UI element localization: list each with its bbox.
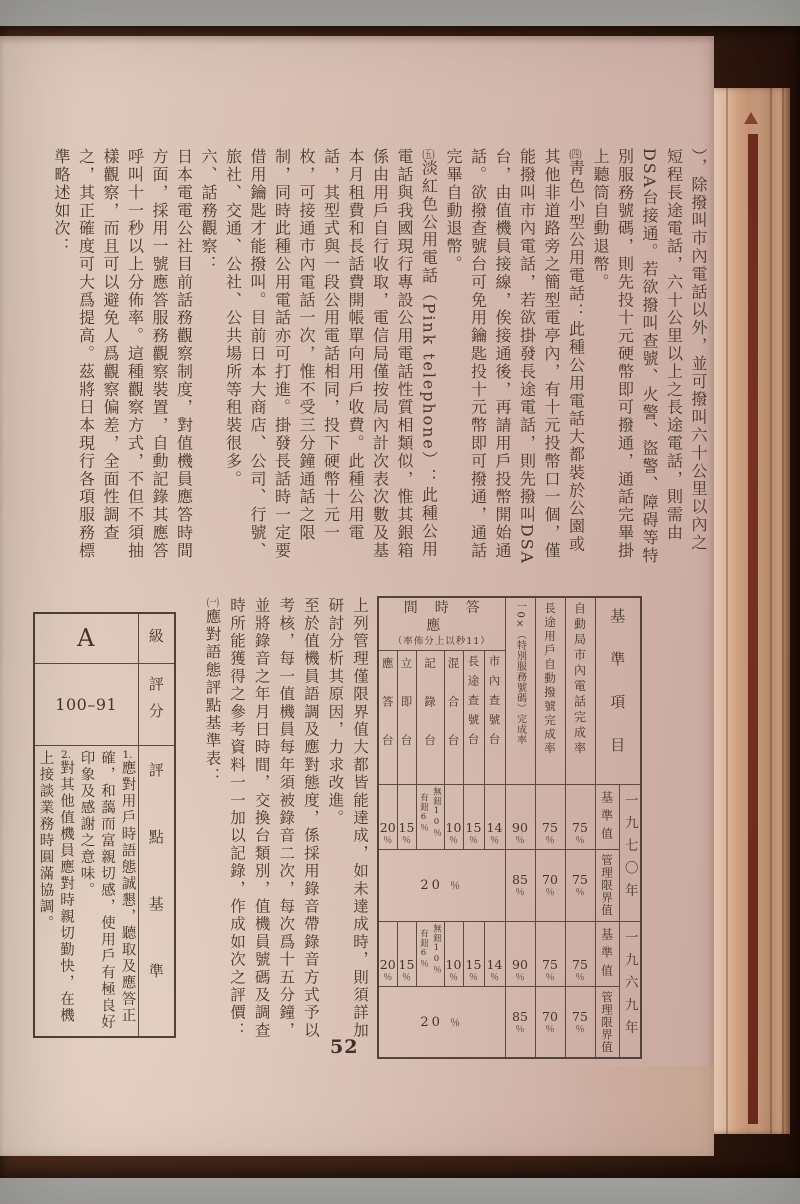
subheader-record-desk: 記錄台 [416,650,444,784]
item-marker: (五) [422,148,435,160]
item-number: 1. [122,749,133,760]
mid-text-section [170,597,372,1045]
paragraph-item-5 [220,148,441,568]
criteria-item: 1.應對用戶時語態誠懇，聽取及應答正確，和藹而富親切感，使用戶有極良好印象及感謝之意味。 [78,749,136,1030]
year-1970: 一九七〇年 [619,785,641,922]
column-header-local-calls: 自動局市內電話完成率 [565,597,595,785]
column-header-special-service: 一0×（特別服務號碼）完成率 [505,597,535,785]
paragraph-item-1 [200,597,225,1045]
value-cell: 75 ％ [565,986,595,1058]
paragraph-text: 至於值機員語調及應對態度，係採用錄音帶錄音方式予以考核，每一值機員每年須被錄音二次，每次爲十五分鐘，並將錄音之年月日時間，交換台類別，值機員號碼及調查時所能獲得之參考資料一一加以記錄，作成如次之評價： [228,597,320,1040]
answer-time-subtitle: （率佈分上以秒11） [392,636,491,648]
score-header-cell: 評分 [138,663,175,745]
fore-edge-red-mark [744,112,758,124]
value-cell: 15 ％ [397,785,416,850]
value-cell: 15 ％ [397,921,416,986]
score-value-cell: 100–91 [34,663,138,745]
without-button-value: 無鈕10％ [431,787,442,838]
page-number: 52 [330,1036,359,1058]
page-edge-line [726,88,728,1134]
row-label-management-limit: 管理限界值 [595,850,619,922]
value-cell: 20 ％ [378,921,397,986]
value-cell: 75 ％ [535,785,565,850]
paragraph-item-4 [441,148,588,568]
value-cell: 75 ％ [565,785,595,850]
value-cell-record-desk [416,921,444,986]
subheader-answer-desk: 應答台 [378,650,397,784]
value-cell: 20 ％ [378,785,397,850]
year-1969: 一九六九年 [619,921,641,1058]
merged-limit-value: 20 ％ [378,986,505,1058]
column-header-standard-item: 基準項目 [595,597,641,785]
value-cell: 75 ％ [535,921,565,986]
criteria-item: 2.對其他值機員應對時親切勤快，在機上接談業務時圓滿協調。 [37,749,74,1024]
value-cell: 10 ％ [444,921,463,986]
item-marker: (一) [206,597,220,609]
paragraph-text: 日本電電公社目前話務觀察制度，對值機員應答時間方面，採用一號應答服務觀察裝置，自動記錄其應答呼叫十一秒以上分佈率。這種觀察方式，不但不須抽樣觀察，而且可以避免人爲觀察偏差，全面性調查之，其正確度可大爲提高。茲將日本現行各項服務標準略述如次： [52,148,194,560]
value-cell: 75 ％ [565,850,595,922]
value-cell: 14 ％ [484,921,505,986]
value-cell-record-desk [416,785,444,850]
subheader-mixed-desk: 混合台 [444,650,463,784]
subheader-local-directory-desk: 市內查號台 [484,650,505,784]
value-cell: 90 ％ [505,785,535,850]
with-button-value: 有鈕6％ [418,792,429,832]
grading-criteria-table [33,612,176,1038]
without-button-value: 無鈕10％ [431,923,442,974]
value-cell: 15 ％ [463,921,484,986]
grade-value-cell: A [34,613,138,663]
answer-time-group-header [378,597,505,650]
paragraph-text: 靑色小型公用電話：此種公用電話大都裝於公園或其他非道路旁之簡型電亭內，有十元投幣口一個，僅能撥叫市內電話，若欲掛發長途電話，則先撥叫DSA台，由值機員接線，俟接通後，再請用戶投幣開始通話。欲撥查號台可免用鑰匙投十元幣即可撥通，通話完畢自動退幣。 [444,148,586,565]
criteria-header-cell: 評點基準 [138,745,175,1037]
item-marker: (四) [569,148,582,160]
value-cell: 70 ％ [535,986,565,1058]
fore-edge-red-stripe [748,134,758,1124]
answer-time-title: 間時答應 [403,600,497,635]
row-label-standard-value: 基準值 [595,785,619,850]
paragraph-text: 上列管理僅限界值大都皆能達成，如未達成時，則須詳加研討分析其原因，力求改進。 [326,597,369,1040]
merged-limit-value: 20 ％ [378,850,505,922]
criteria-content-cell [34,745,138,1037]
value-cell: 85 ％ [505,850,535,922]
row-label-management-limit: 管理限界值 [595,986,619,1058]
value-cell: 10 ％ [444,785,463,850]
paragraph-text: 應對語態評點基準表： [203,608,222,786]
value-cell: 14 ％ [484,785,505,850]
value-cell: 75 ％ [565,921,595,986]
service-standards-table [377,596,642,1059]
book-page [0,36,714,1156]
row-label-standard-value: 基準值 [595,921,619,986]
page-edge-line [782,88,784,1134]
subheader-immediate-desk: 立即台 [397,650,416,784]
value-cell: 85 ％ [505,986,535,1058]
paragraph-text: ），除撥叫市內電話以外，並可撥叫六十公里以內之短程長途電話，六十公里以上之長途電話，則需由DSA台接通。若欲撥叫查號、火警、盜警、障碍等特別服務號碼，則先投十元硬幣即可撥通，通話完畢掛上聽筒自動退幣。 [591,148,708,565]
item-number: 2. [61,749,71,760]
page-edge-line [770,88,772,1134]
page-stack-fore-edge [712,88,790,1134]
section-heading: 六、話務觀察： [199,148,218,274]
column-header-toll-dialing: 長途用戶自動撥號完成率 [535,597,565,785]
value-cell: 70 ％ [535,850,565,922]
with-button-value: 有鈕6％ [418,929,429,969]
paragraph-text: 淡紅色公用電話（Pink telephone）：此種公用電話與我國現行專設公用電話性質相類似，惟其銀箱係由用戶自行收取，電信局僅按局內計次表次數及基本月租費和長話費開帳單向用戶收費。此種公用電話，其型式與一段公用電話相同，投下硬幣十元一枚，可接通市內電話一次，惟不受三分鐘通話之限制，同時此種公用電話亦可打進。掛發長話時一定要借用鑰匙才能撥叫。目前日本大商店、公司、行號、旅社、交通、公社、公共場所等租裝很多。 [223,148,439,560]
value-cell: 90 ％ [505,921,535,986]
main-text-section [22,148,710,568]
value-cell: 15 ％ [463,785,484,850]
paragraph-continued [588,148,711,568]
subheader-toll-directory-desk: 長途查號台 [463,650,484,784]
grade-header-cell: 級 [138,613,175,663]
